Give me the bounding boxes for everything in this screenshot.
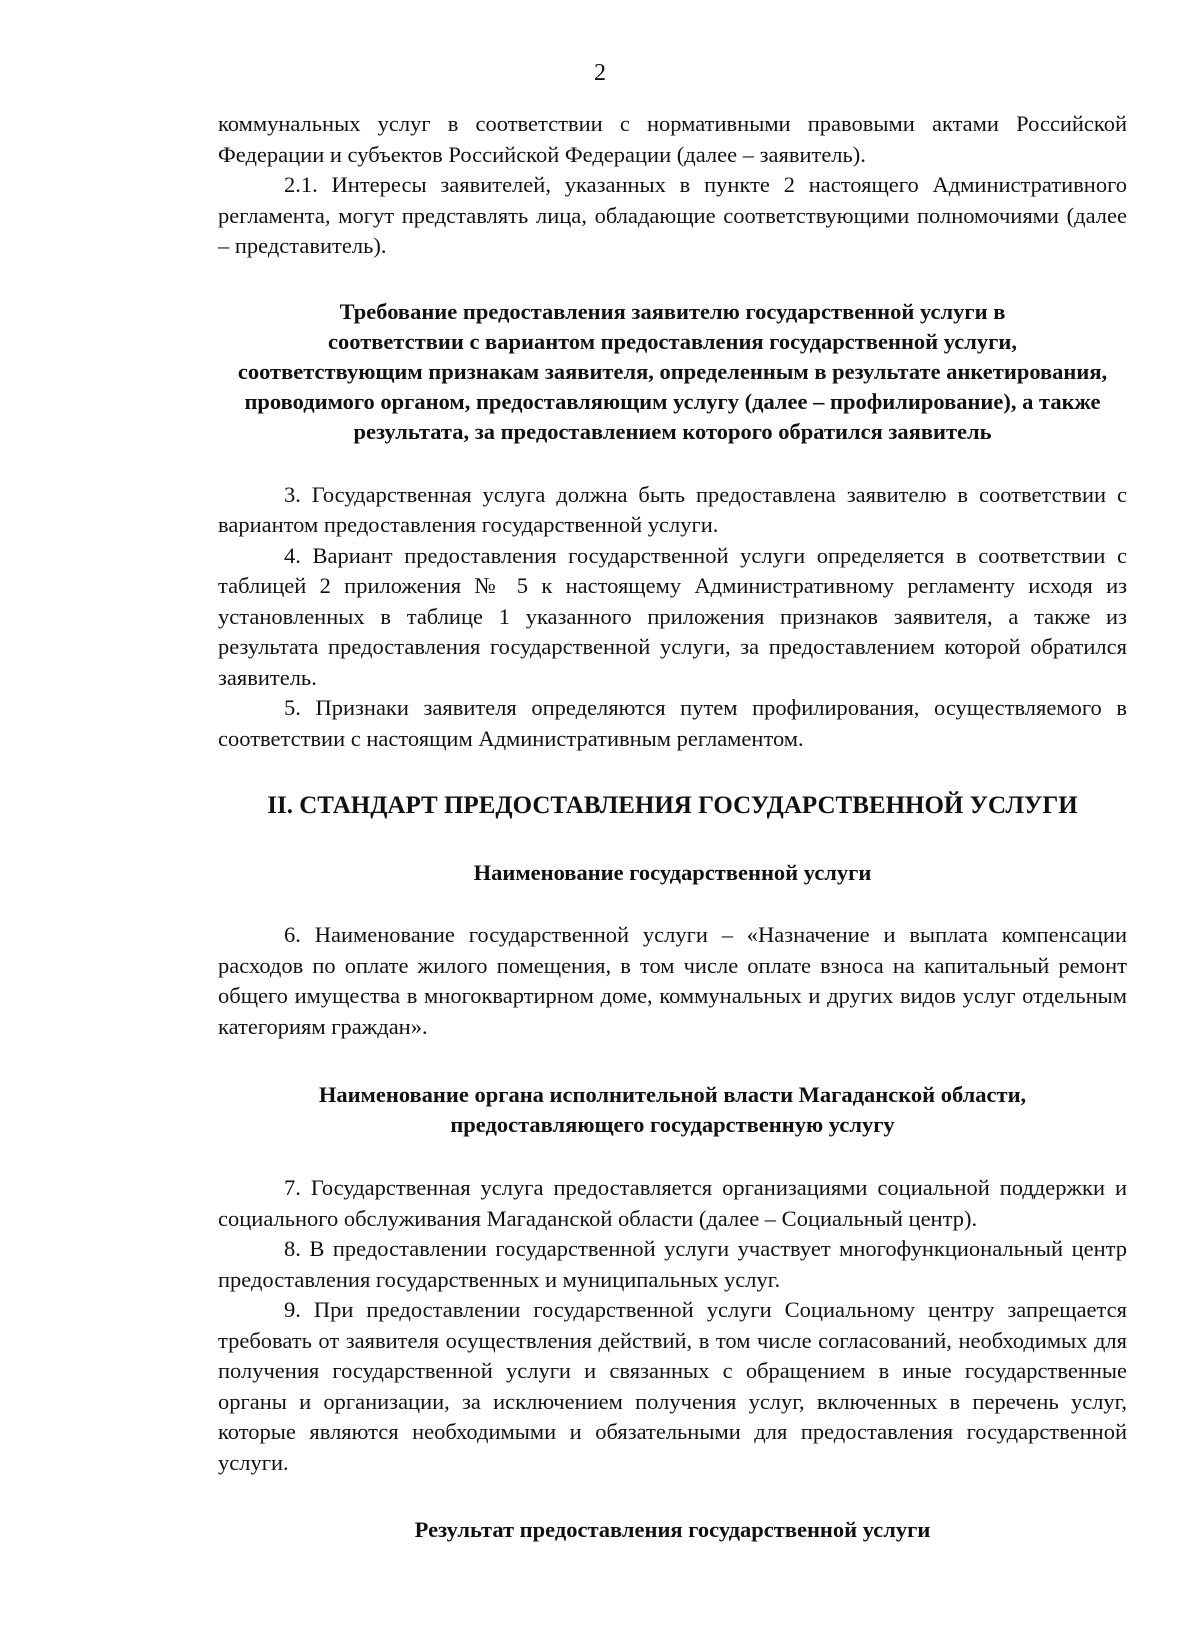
heading-line: Наименование органа исполнительной власти Магаданской области, [318, 1082, 1027, 1107]
section-heading-standard [218, 790, 1127, 822]
heading-line: Требование предоставления заявителю государственной услуги в [339, 298, 1006, 324]
section-title: II. СТАНДАРТ ПРЕДОСТАВЛЕНИЯ ГОСУДАРСТВЕННОЙ УСЛУГИ [267, 792, 1078, 819]
paragraph-4: 4. Вариант предоставления государственной услуги определяется в соответствии с таблицей 2 приложения № 5 к настоящему Административному регламенту исходя из установленных в таблице 1 указанного приложения признаков заявителя, а также из результата предоставления государственной услуги, за предоставлением которой обратился заявитель. [218, 542, 1127, 690]
heading-result [218, 1515, 1127, 1545]
heading-authority [218, 1080, 1127, 1140]
heading-line: соответствии с вариантом предоставления государственной услуги, [328, 328, 1017, 354]
paragraph-3: 3. Государственная услуга должна быть предоставлена заявителю в соответствии с вариантом предоставления государственной услуги. [218, 481, 1127, 537]
paragraph-2-1: 2.1. Интересы заявителей, указанных в пункте 2 настоящего Административного регламента, могут представлять лица, обладающие соответствующими полномочиями (далее – представитель). [218, 172, 1127, 258]
paragraph-8: 8. В предоставлении государственной услуги участвует многофункциональный центр предоставления государственных и муниципальных услуг. [218, 1236, 1127, 1292]
paragraph-9: 9. При предоставлении государственной услуги Социальному центру запрещается требовать от заявителя осуществления действий, в том числе согласований, необходимых для получения государственной услуги и связанных с обращением в иные государственные органы и организации, за исключением получения услуг, включенных в перечень услуг, которые являются необходимыми и обязательными для предоставления государственной услуги. [218, 1297, 1127, 1475]
heading-line: предоставляющего государственную услугу [450, 1112, 895, 1137]
heading-line: Результат предоставления государственной услуги [414, 1517, 931, 1542]
paragraph-continuation: коммунальных услуг в соответствии с нормативными правовыми актами Российской Федерации и субъектов Российской Федерации (далее – заявитель). [218, 111, 1127, 167]
heading-line: результата, за предоставлением которого обратился заявитель [353, 418, 992, 444]
page-content [218, 109, 1127, 1545]
paragraph-6: 6. Наименование государственной услуги – «Назначение и выплата компенсации расходов по оплате жилого помещения, в том числе оплате взноса на капитальный ремонт общего имущества в многоквартирном доме, коммунальных и других видов услуг отдельным категориям граждан». [218, 922, 1127, 1039]
heading-line: проводимого органом, предоставляющим услугу (далее – профилирование), а также [244, 388, 1101, 414]
paragraph-7: 7. Государственная услуга предоставляется организациями социальной поддержки и социального обслуживания Магаданской области (далее – Социальный центр). [218, 1175, 1127, 1231]
heading-line: Наименование государственной услуги [473, 860, 872, 885]
paragraph-5: 5. Признаки заявителя определяются путем профилирования, осуществляемого в соответствии с настоящим Административным регламентом. [218, 695, 1127, 751]
heading-service-name [218, 858, 1127, 888]
heading-line: соответствующим признакам заявителя, определенным в результате анкетирования, [237, 358, 1108, 384]
page-number: 2 [594, 60, 606, 86]
heading-requirement [218, 297, 1127, 447]
